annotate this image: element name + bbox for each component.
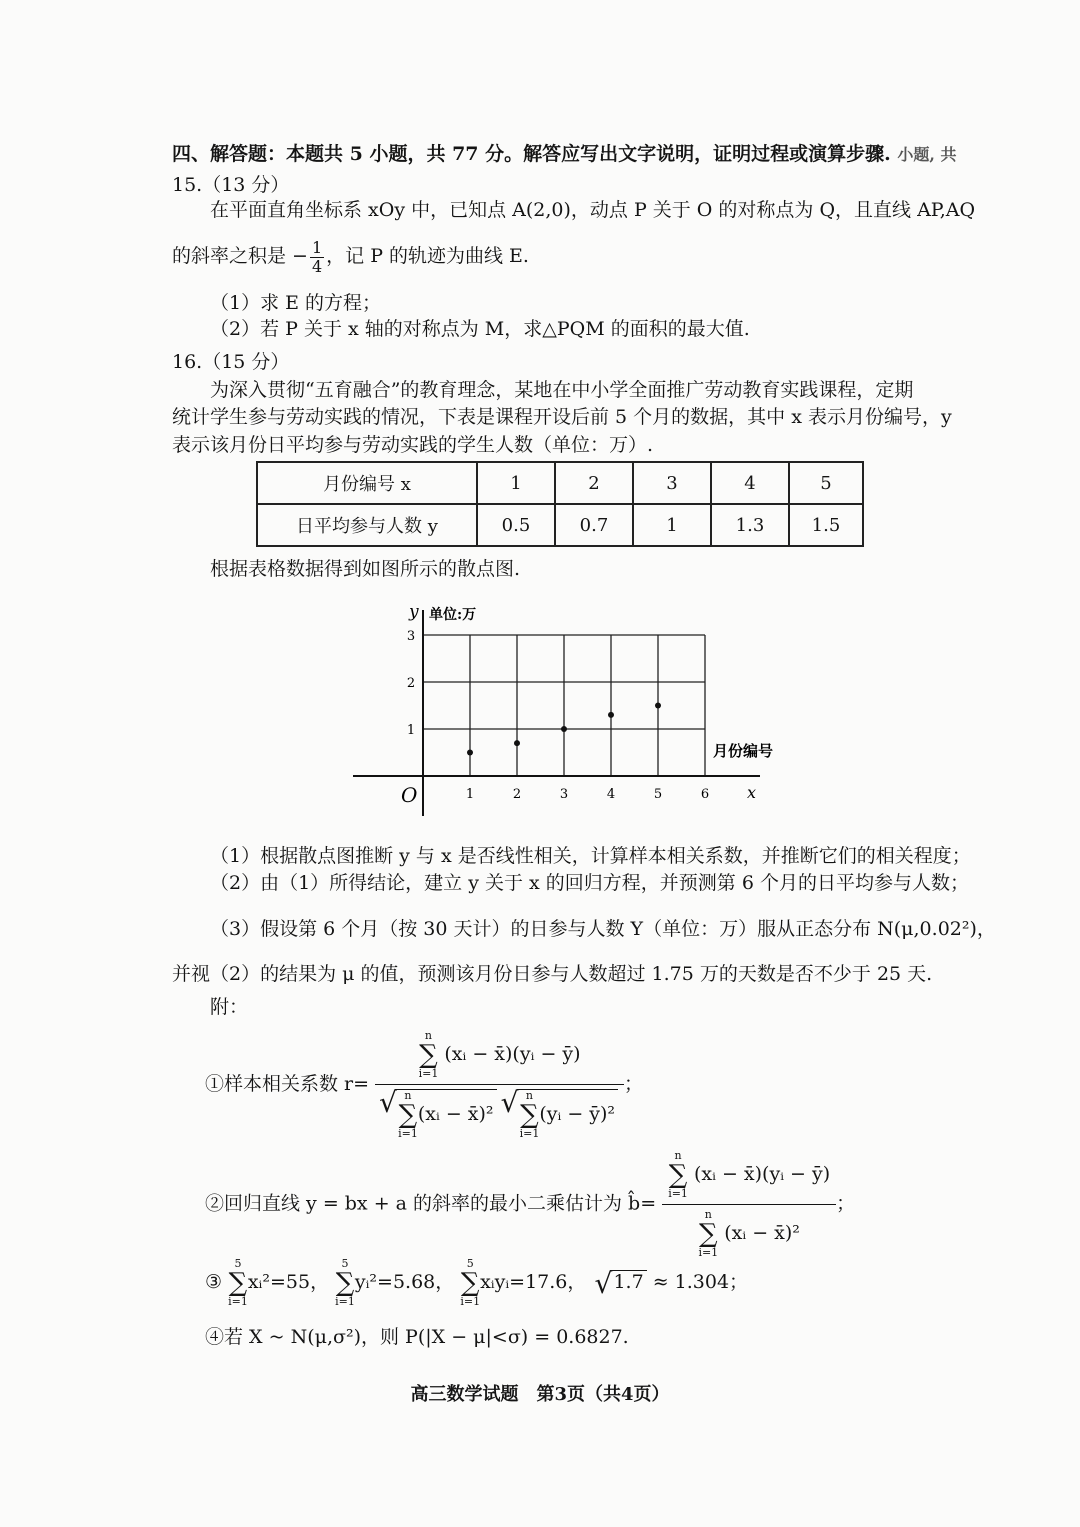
formula-sums: ③ 5 ∑ i=1xᵢ²=55， 5 ∑ i=1yᵢ²=5.68， 5 ∑ i=1xᵢyᵢ=17.6， √ 1.7 ≈ 1.304；: [205, 1258, 748, 1308]
sqrt-value: √ 1.7: [610, 1270, 646, 1293]
table-header-y: 日平均参与人数 y: [257, 504, 477, 546]
table-cell: 2: [555, 462, 633, 504]
table-cell: 1: [477, 462, 555, 504]
scatter-plot: [0, 590, 1080, 850]
sum-symbol: n ∑ i=1: [418, 1029, 439, 1080]
table-cell: 3: [633, 462, 711, 504]
table-cell: 5: [789, 462, 863, 504]
q15-stem-2a: 的斜率之积是 −: [172, 245, 308, 267]
scatter-caption: 根据表格数据得到如图所示的散点图.: [210, 558, 521, 580]
data-point: [561, 726, 567, 732]
q15-stem-2b: ，记 P 的轨迹为曲线 E.: [326, 245, 529, 267]
table-cell: 0.7: [555, 504, 633, 546]
x-tick-label: 3: [559, 787, 569, 802]
q15-stem-2: [172, 233, 529, 279]
y-axis-label: y: [409, 602, 419, 622]
table-cell: 0.5: [477, 504, 555, 546]
section-heading: [172, 142, 957, 167]
q16-stem-3: 表示该月份日平均参与劳动实践的学生人数（单位：万）.: [172, 434, 654, 456]
q16-part2: （2）由（1）所得结论，建立 y 关于 x 的回归方程，并预测第 6 个月的日平均参与人数；: [210, 872, 969, 894]
q16-number: 16.（15 分）: [172, 351, 290, 373]
formula2-numerator: n ∑ i=1 (xᵢ − x̄)(yᵢ − ȳ): [662, 1150, 836, 1205]
formula-correlation: ①样本相关系数 r= n ∑ i=1 (xᵢ − x̄)(yᵢ − ȳ) √ n ∑ i=1(xᵢ − x̄)² √ n ∑ i=1(yᵢ − ȳ)² ；: [205, 1030, 643, 1140]
heading-annotation: 小题, 共: [897, 145, 957, 164]
y-tick-label: 3: [406, 629, 416, 644]
y-tick-label: 1: [406, 723, 416, 738]
x-tick-label: 2: [512, 787, 522, 802]
formula2-fraction: [662, 1150, 836, 1259]
y-tick-label: 2: [406, 676, 416, 691]
q15-part1: （1）求 E 的方程；: [210, 292, 382, 314]
table-cell: 1: [633, 504, 711, 546]
table-header-x: 月份编号 x: [257, 462, 477, 504]
formula1-numerator: n ∑ i=1 (xᵢ − x̄)(yᵢ − ȳ): [375, 1030, 624, 1085]
table-cell: 4: [711, 462, 789, 504]
section-heading-text: 四、解答题：本题共 5 小题，共 77 分。解答应写出文字说明，证明过程或演算步骤.: [172, 143, 891, 165]
sum-xy: xᵢyᵢ=17.6，: [480, 1271, 587, 1293]
table-cell: 1.3: [711, 504, 789, 546]
table-row-x: [257, 462, 863, 504]
x-axis-caption: 月份编号: [713, 742, 774, 760]
y-axis-caption: 单位:万: [429, 607, 477, 623]
sum-x-squared: xᵢ²=55，: [247, 1271, 330, 1293]
data-point: [655, 703, 661, 709]
q16-part3a: （3）假设第 6 个月（按 30 天计）的日参与人数 Y（单位：万）服从正态分布 N(μ,0.02²)，: [210, 918, 996, 940]
chart-grid: [423, 635, 705, 776]
data-point: [608, 712, 614, 718]
formula-normal: ④若 X ~ N(μ,σ²)，则 P(|X − μ|<σ) = 0.6827.: [205, 1326, 629, 1348]
origin-label: O: [401, 783, 418, 807]
appendix-label: 附：: [210, 996, 249, 1018]
formula1-denominator: √ n ∑ i=1(xᵢ − x̄)² √ n ∑ i=1(yᵢ − ȳ)²: [375, 1085, 624, 1140]
data-table: [256, 461, 864, 547]
x-tick-label: 1: [465, 787, 475, 802]
x-tick-label: 5: [653, 787, 663, 802]
fraction-one-quarter: [310, 239, 324, 276]
formula2-label: ②回归直线 y = bx + a 的斜率的最小二乘估计为 b̂=: [205, 1192, 657, 1215]
table-cell: 1.5: [789, 504, 863, 546]
formula2-denominator: n ∑ i=1 (xᵢ − x̄)²: [698, 1208, 800, 1259]
table-row-y: [257, 504, 863, 546]
q16-stem-2: 统计学生参与劳动实践的情况，下表是课程开设后前 5 个月的数据，其中 x 表示月份编号，y: [172, 406, 952, 428]
q16-stem-1: 为深入贯彻“五育融合”的教育理念，某地在中小学全面推广劳动教育实践课程，定期: [210, 379, 914, 401]
x-axis-label: x: [747, 783, 757, 802]
data-point: [514, 740, 520, 746]
page-footer: 高三数学试题 第3页（共4页）: [410, 1384, 670, 1405]
q15-number: 15.（13 分）: [172, 174, 290, 196]
q16-part1: （1）根据散点图推断 y 与 x 是否线性相关，计算样本相关系数，并推断它们的相关程度；: [210, 845, 971, 867]
formula1-fraction: [375, 1030, 624, 1140]
x-tick-label: 4: [606, 787, 616, 802]
x-tick-label: 6: [700, 787, 710, 802]
q16-part3b: 并视（2）的结果为 μ 的值，预测该月份日参与人数超过 1.75 万的天数是否不少于 25 天.: [172, 963, 933, 985]
frac-den: 4: [311, 256, 323, 276]
sum-y-squared: yᵢ²=5.68，: [354, 1271, 455, 1293]
q15-part2: （2）若 P 关于 x 轴的对称点为 M，求△PQM 的面积的最大值.: [210, 318, 750, 340]
formula-regression: ②回归直线 y = bx + a 的斜率的最小二乘估计为 b̂= n ∑ i=1 (xᵢ − x̄)(yᵢ − ȳ) n ∑ i=1 (xᵢ − x̄)² ；: [205, 1149, 856, 1259]
formula1-label: ①样本相关系数 r=: [205, 1073, 370, 1095]
sqrt-approx: ≈ 1.304；: [652, 1271, 749, 1293]
data-point: [467, 750, 473, 756]
frac-num: 1: [311, 237, 323, 257]
q15-stem-1: 在平面直角坐标系 xOy 中，已知点 A(2,0)，动点 P 关于 O 的对称点为 Q，且直线 AP,AQ: [210, 199, 976, 221]
